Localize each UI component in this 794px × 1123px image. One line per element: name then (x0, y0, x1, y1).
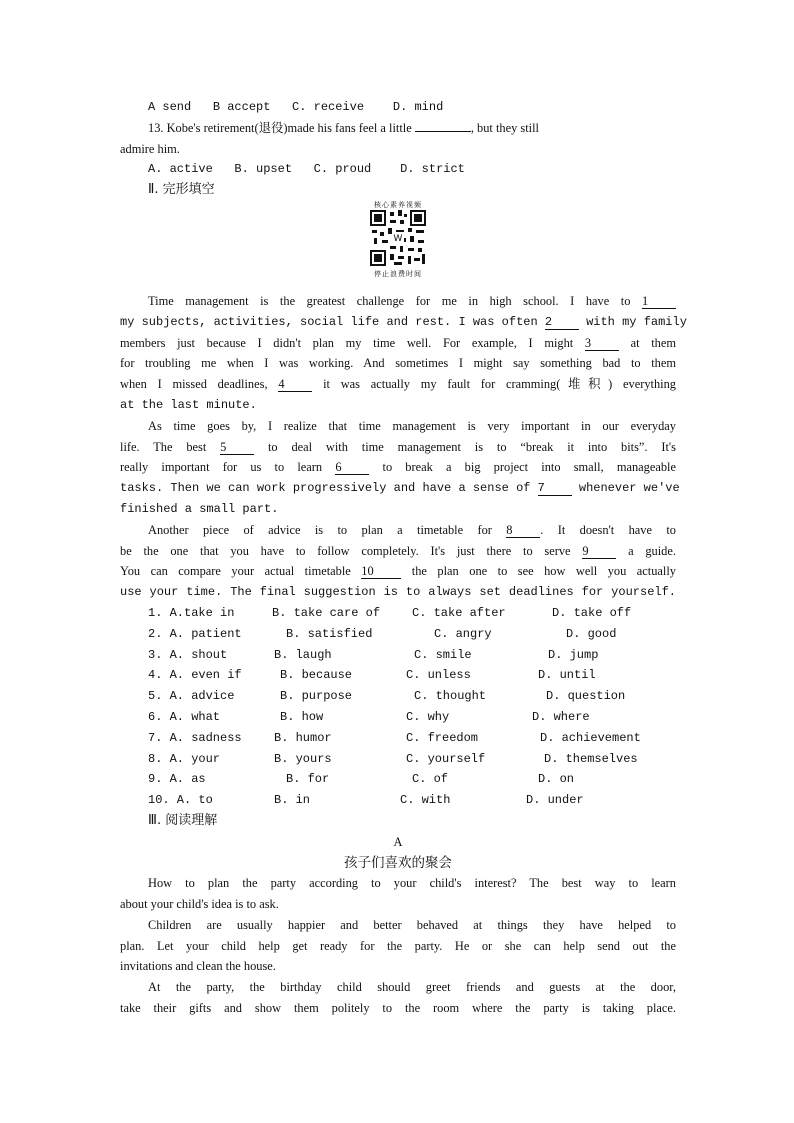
cloze-p1-line2: my subjects, activities, social life and rest. I was often 2 with my family (120, 314, 687, 329)
q12-option-b: B accept (212, 100, 271, 114)
qr-code-block (120, 201, 676, 291)
cloze-option-row: 2. A. patient B. satisfied C. angry D. good (148, 626, 617, 641)
cloze-blank-6: 6 (335, 460, 369, 475)
cloze-blank-3: 3 (585, 336, 619, 351)
cloze-p1-line3: members just because I didn't plan my time well. For example, I might 3 at them (120, 335, 676, 350)
cloze-options-list (120, 603, 676, 811)
cloze-p3-line1: Another piece of advice is to plan a timetable for 8 . It doesn't have to (148, 522, 676, 537)
svg-text:W: W (393, 233, 403, 244)
cloze-p1-line1: Time management is the greatest challenge for me in high school. I have to 1 (120, 291, 676, 312)
section-heading-reading: Ⅲ. 阅读理解 (148, 812, 218, 828)
reading-a-title: 孩子们喜欢的聚会 (344, 854, 452, 871)
reading-a-line: At the party, the birthday child should greet friends and guests at the door, (148, 980, 676, 995)
q13-blank (415, 131, 471, 132)
q12-option-c: C. receive (292, 100, 365, 114)
qr-caption-bottom: 停止浪费时间 (374, 269, 422, 278)
cloze-blank-8: 8 (506, 523, 540, 538)
q13-stem-continued: admire him. (120, 141, 180, 156)
cloze-p1-line4: for troubling me when I was working. And sometimes I might say something bad to them (120, 356, 676, 371)
q13-option-b: B. upset (234, 162, 293, 177)
cloze-p3-line4: use your time. The final suggestion is to always set deadlines for yourself. (120, 585, 676, 600)
q12-options (120, 97, 676, 118)
section-heading-cloze: Ⅱ. 完形填空 (148, 182, 215, 198)
q13-option-a: A. active (148, 162, 213, 177)
q12-option-a: A send (148, 100, 192, 114)
cloze-option-row: 7. A. sadness B. humor C. freedom D. achievement (148, 730, 641, 745)
cloze-blank-10: 10 (361, 564, 401, 579)
reading-a-label: A (393, 834, 403, 849)
cloze-option-row: 10. A. to B. in C. with D. under (148, 793, 584, 808)
cloze-option-row: 9. A. as B. for C. of D. on (148, 772, 575, 787)
cloze-option-row: 5. A. advice B. purpose C. thought D. question (148, 689, 626, 704)
reading-a-line: invitations and clean the house. (120, 959, 276, 974)
cloze-blank-7: 7 (538, 481, 572, 496)
cloze-p2-line3: really important for us to learn 6 to break a big project into small, manageable (120, 460, 676, 475)
cloze-p2-line4: tasks. Then we can work progressively and have a sense of 7 whenever we've (120, 481, 680, 496)
cloze-p2-line1: As time goes by, I realize that time management is very important in our everyday (148, 418, 676, 433)
cloze-blank-4: 4 (278, 377, 312, 392)
cloze-option-row: 6. A. what B. how C. why D. where (148, 709, 590, 724)
cloze-p1-line5: when I missed deadlines, 4 it was actually my fault for cramming(堆积) everything (120, 377, 676, 392)
cloze-blank-5: 5 (220, 440, 254, 455)
cloze-p3-line3: You can compare your actual timetable 10 the plan one to see how well you actually (120, 564, 677, 579)
cloze-p2-line2: life. The best 5 to deal with time management is to “break it into bits”. It's (120, 439, 676, 454)
q13-stem: 13. Kobe's retirement(退役)made his fans feel a little , but they still (148, 120, 539, 135)
cloze-option-row: 1. A.take in B. take care of C. take after D. take off (148, 605, 632, 620)
reading-a-line: How to plan the party according to your child's interest? The best way to learn (148, 876, 676, 891)
cloze-p2-line5: finished a small part. (120, 501, 279, 516)
q12-option-d: D. mind (392, 100, 444, 114)
cloze-option-row: 4. A. even if B. because C. unless D. until (148, 668, 596, 683)
cloze-p1-line6: at the last minute. (120, 397, 257, 412)
reading-a-line: take their gifts and show them politely to the room where the party is taking place. (120, 1001, 676, 1016)
q13-options (120, 159, 676, 180)
cloze-p3-line2: be the one that you have to follow completely. It's just there to serve 9 a guide. (120, 543, 676, 558)
reading-a-line: about your child's idea is to ask. (120, 897, 279, 912)
cloze-option-row: 3. A. shout B. laugh C. smile D. jump (148, 647, 599, 662)
document-page (120, 97, 687, 1019)
reading-a-line: Children are usually happier and better behaved at things they have helped to (148, 917, 676, 932)
q13-option-c: C. proud (313, 162, 372, 177)
reading-a-line: plan. Let your child help get ready for the party. He or she can help send out the (120, 938, 676, 953)
q13-option-d: D. strict (400, 162, 465, 177)
cloze-option-row: 8. A. your B. yours C. yourself D. themselves (148, 751, 638, 766)
cloze-blank-1: 1 (642, 294, 676, 309)
cloze-blank-9: 9 (582, 544, 616, 559)
qr-code-icon[interactable] (370, 210, 426, 266)
cloze-blank-2: 2 (545, 315, 579, 330)
qr-caption-top: 核心素养视频 (374, 200, 422, 209)
